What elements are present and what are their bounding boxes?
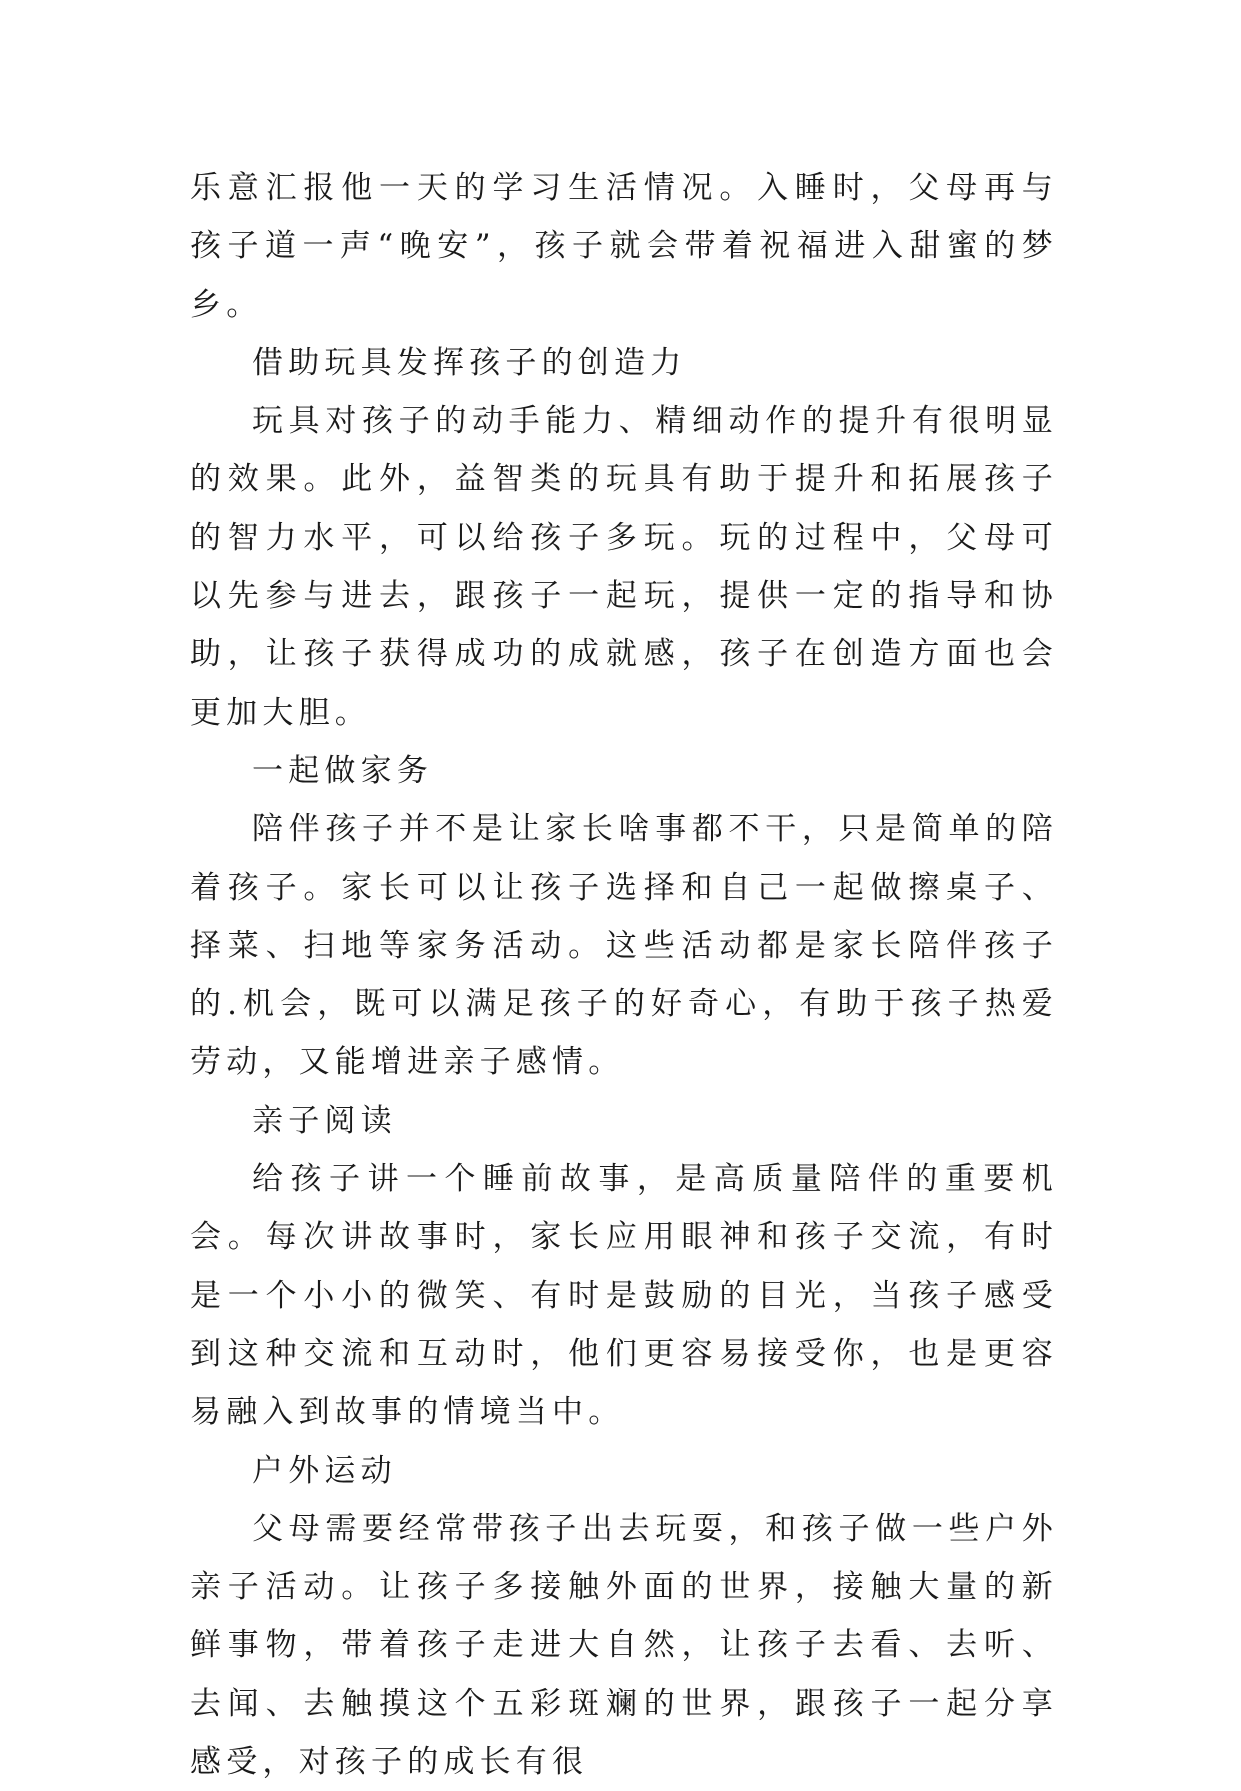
paragraph-continuation: 乐意汇报他一天的学习生活情况。入睡时，父母再与孩子道一声“晚安”，孩子就会带着祝福进入甜蜜的梦乡。 xyxy=(190,170,1058,323)
document-body xyxy=(190,159,1058,1791)
paragraph-housework: 陪伴孩子并不是让家长啥事都不干，只是简单的陪着孩子。家长可以让孩子选择和自己一起做擦桌子、择菜、扫地等家务活动。这些活动都是家长陪伴孩子的.机会，既可以满足孩子的好奇心，有助于孩子热爱劳动，又能增进亲子感情。 xyxy=(190,811,1058,1081)
section-heading-reading: 亲子阅读 xyxy=(252,1102,397,1139)
paragraph-reading: 给孩子讲一个睡前故事，是高质量陪伴的重要机会。每次讲故事时，家长应用眼神和孩子交流，有时是一个小小的微笑、有时是鼓励的目光，当孩子感受到这种交流和互动时，他们更容易接受你，也是更容易融入到故事的情境当中。 xyxy=(190,1161,1058,1431)
section-heading-toys: 借助玩具发挥孩子的创造力 xyxy=(252,344,687,381)
section-heading-housework: 一起做家务 xyxy=(252,752,433,789)
paragraph-outdoor: 父母需要经常带孩子出去玩耍，和孩子做一些户外亲子活动。让孩子多接触外面的世界，接触大量的新鲜事物，带着孩子走进大自然，让孩子去看、去听、去闻、去触摸这个五彩斑斓的世界，跟孩子一起分享感受，对孩子的成长有很 xyxy=(190,1510,1058,1781)
paragraph-toys: 玩具对孩子的动手能力、精细动作的提升有很明显的效果。此外，益智类的玩具有助于提升和拓展孩子的智力水平，可以给孩子多玩。玩的过程中，父母可以先参与进去，跟孩子一起玩，提供一定的指导和协助，让孩子获得成功的成就感，孩子在创造方面也会更加大胆。 xyxy=(190,403,1058,731)
section-heading-outdoor: 户外运动 xyxy=(252,1452,397,1489)
